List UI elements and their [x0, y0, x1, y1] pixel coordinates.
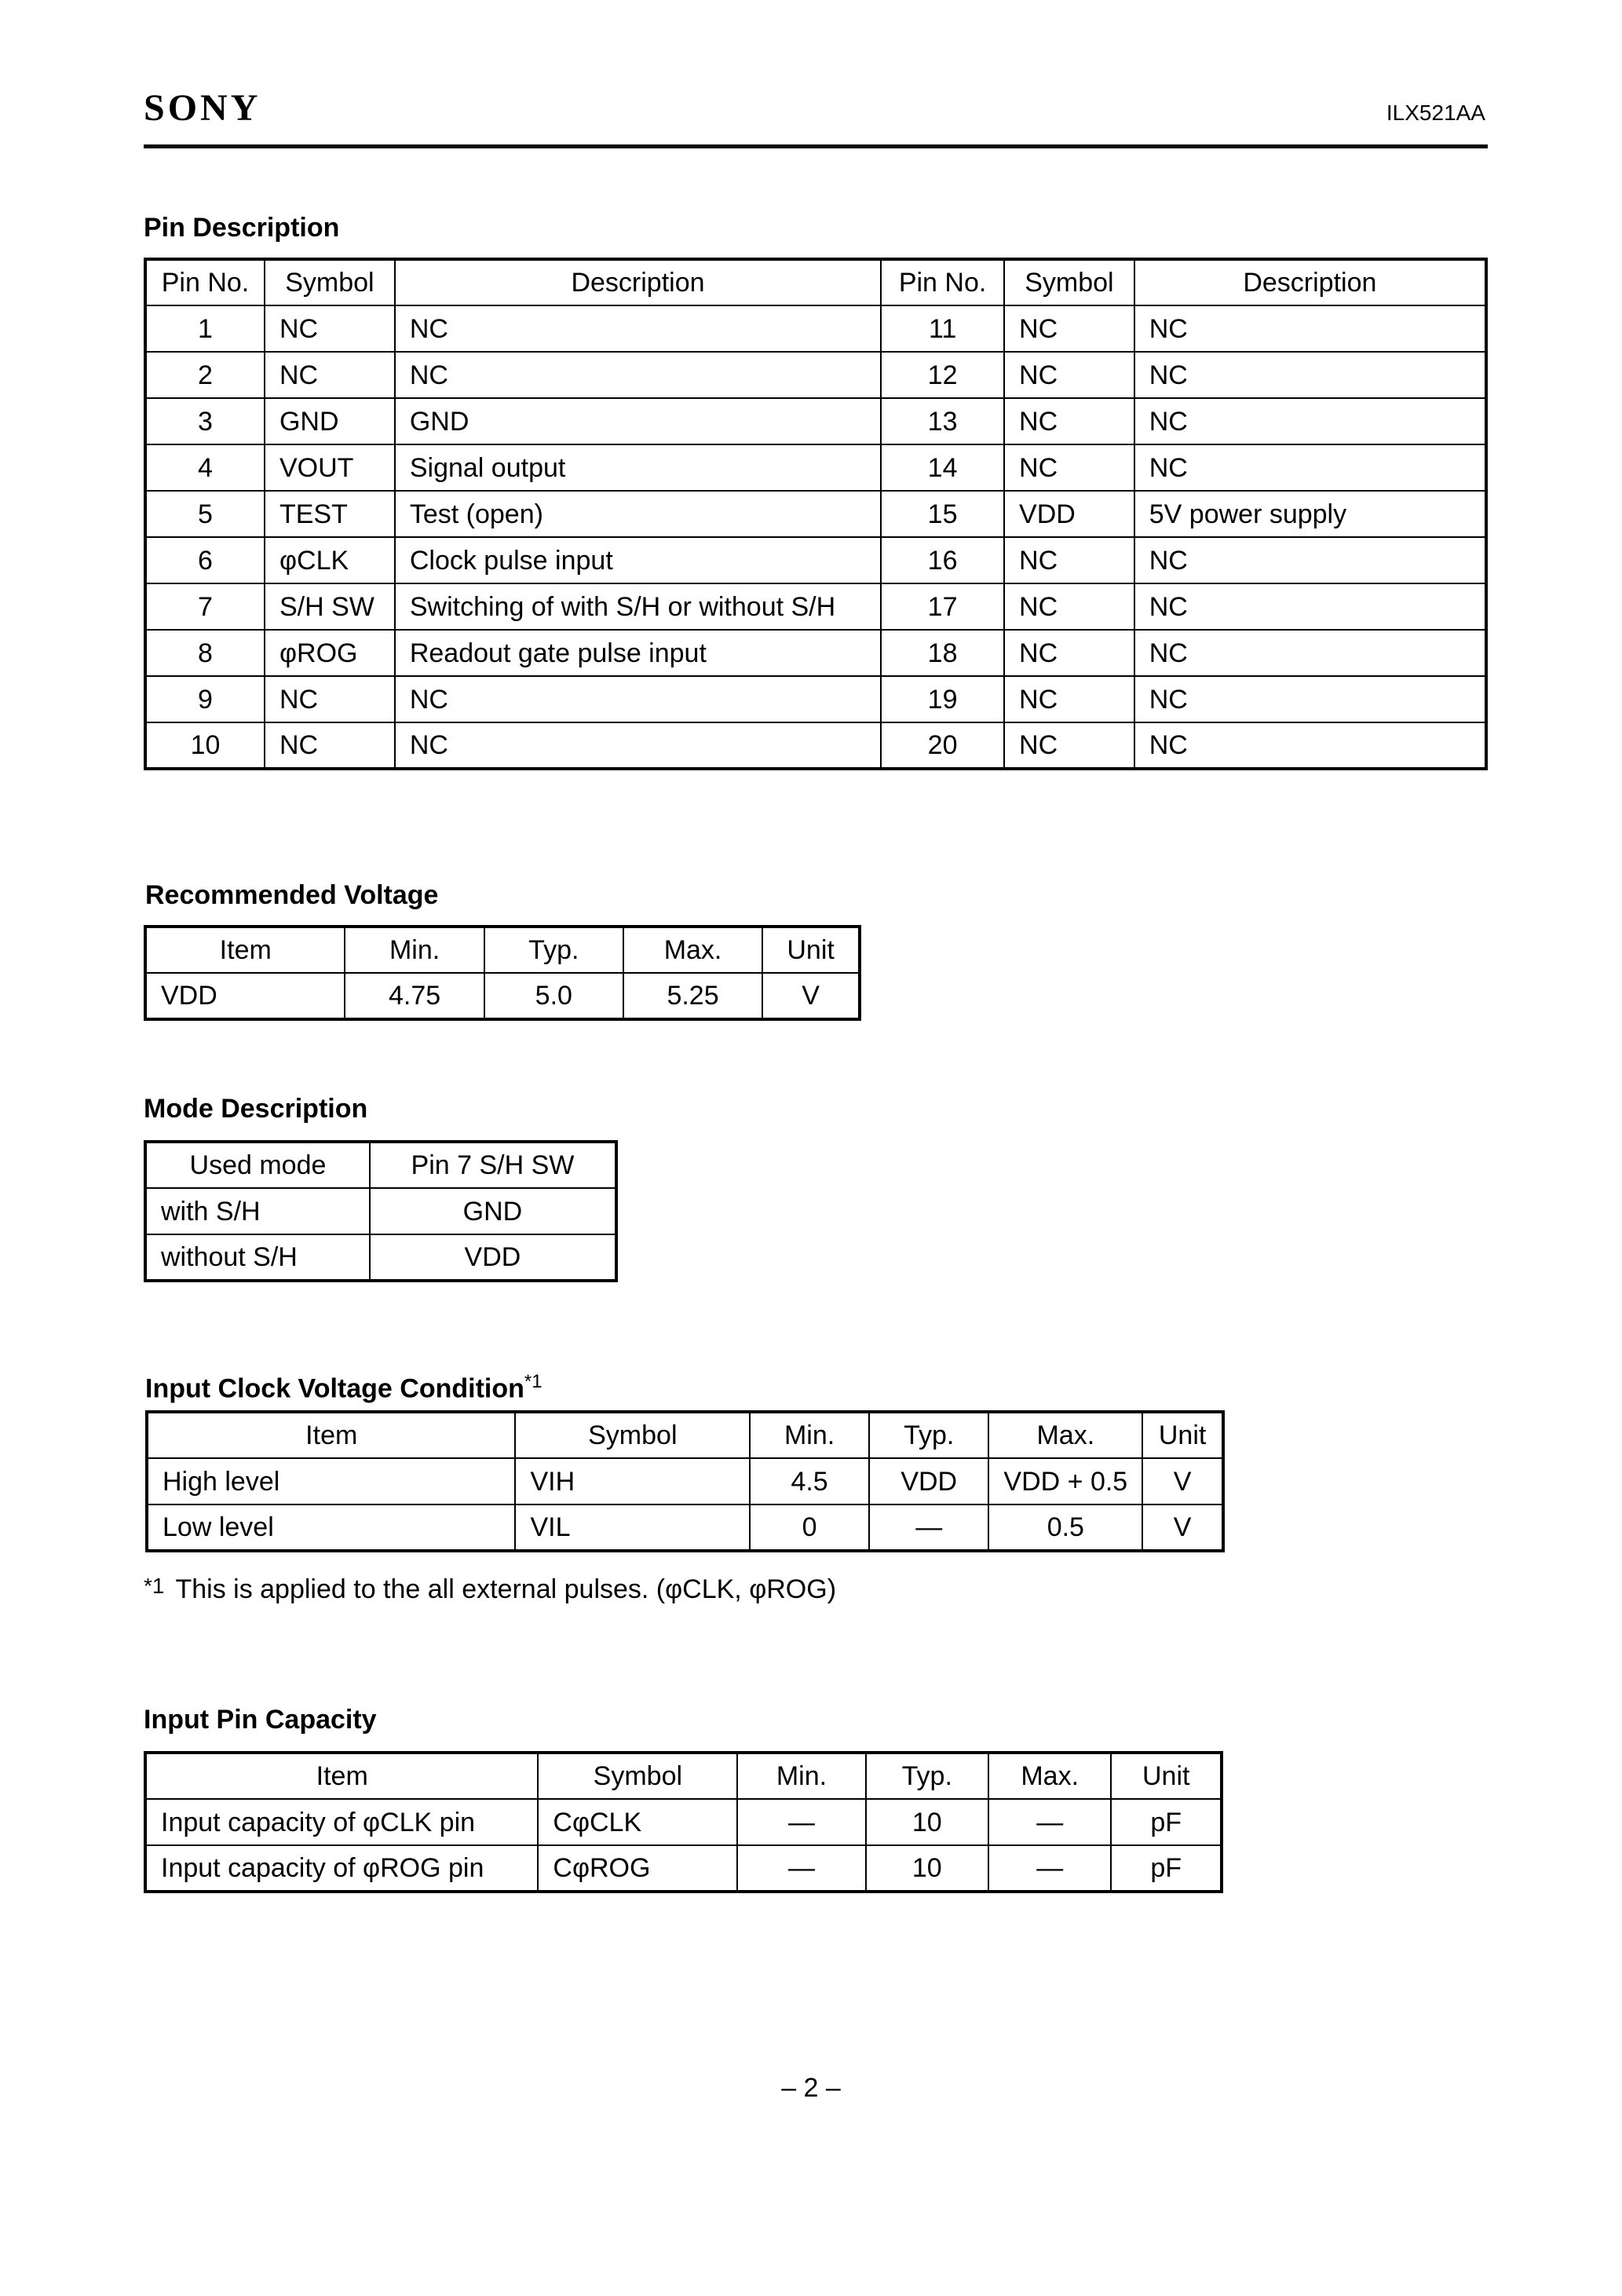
table-row: [145, 676, 1486, 722]
column-header: Max.: [988, 1412, 1142, 1458]
table-cell: NC: [1004, 305, 1134, 352]
table-cell: Readout gate pulse input: [395, 630, 881, 676]
footnote-text: This is applied to the all external pulses. (φCLK, φROG): [175, 1574, 837, 1604]
table-cell: TEST: [265, 491, 395, 537]
table-cell: 0.5: [988, 1504, 1142, 1551]
input-pin-capacity-title: Input Pin Capacity: [144, 1705, 377, 1735]
column-header: Min.: [750, 1412, 869, 1458]
table-cell: 8: [145, 630, 265, 676]
table-cell: 5.0: [484, 973, 623, 1019]
table-cell: 3: [145, 398, 265, 444]
table-cell: NC: [1134, 583, 1486, 630]
table-row: [147, 1458, 1223, 1504]
table-cell: VDD: [145, 973, 345, 1019]
column-header: Typ.: [484, 927, 623, 973]
table-cell: 14: [881, 444, 1004, 491]
column-header: Pin No.: [145, 259, 265, 305]
clock-rows: [147, 1458, 1223, 1551]
table-cell: VOUT: [265, 444, 395, 491]
mode-rows: [145, 1188, 616, 1281]
table-cell: NC: [265, 676, 395, 722]
table-cell: 1: [145, 305, 265, 352]
table-cell: pF: [1111, 1799, 1222, 1845]
table-cell: NC: [1004, 537, 1134, 583]
table-cell: GND: [395, 398, 881, 444]
column-header: Max.: [988, 1753, 1111, 1799]
column-header: Pin 7 S/H SW: [370, 1142, 616, 1188]
table-cell: pF: [1111, 1845, 1222, 1892]
column-header: Item: [145, 927, 345, 973]
table-cell: NC: [1004, 676, 1134, 722]
table-row: [147, 1504, 1223, 1551]
table-row: [145, 1799, 1222, 1845]
table-cell: φCLK: [265, 537, 395, 583]
table-row: [145, 537, 1486, 583]
table-cell: 18: [881, 630, 1004, 676]
mode-description-table: [144, 1140, 618, 1282]
table-cell: Switching of with S/H or without S/H: [395, 583, 881, 630]
table-cell: 7: [145, 583, 265, 630]
table-cell: NC: [1004, 444, 1134, 491]
table-header-row: [145, 1142, 616, 1188]
table-row: [145, 630, 1486, 676]
table-cell: 15: [881, 491, 1004, 537]
column-header: Symbol: [515, 1412, 750, 1458]
table-cell: NC: [395, 352, 881, 398]
table-header-row: [147, 1412, 1223, 1458]
table-cell: V: [762, 973, 860, 1019]
table-cell: VIL: [515, 1504, 750, 1551]
table-cell: —: [988, 1845, 1111, 1892]
column-header: Description: [1134, 259, 1486, 305]
table-row: [145, 1234, 616, 1281]
table-cell: NC: [265, 722, 395, 769]
table-cell: 5V power supply: [1134, 491, 1486, 537]
column-header: Unit: [762, 927, 860, 973]
column-header: Symbol: [265, 259, 395, 305]
table-cell: NC: [1134, 722, 1486, 769]
table-cell: GND: [265, 398, 395, 444]
input-clock-title: [145, 1366, 542, 1404]
table-cell: 2: [145, 352, 265, 398]
table-cell: NC: [1134, 444, 1486, 491]
table-cell: NC: [1004, 630, 1134, 676]
input-clock-table: [145, 1410, 1225, 1552]
recommended-voltage-table: [144, 925, 861, 1021]
column-header: Item: [145, 1753, 538, 1799]
table-cell: NC: [265, 305, 395, 352]
table-cell: NC: [1134, 305, 1486, 352]
column-header: Typ.: [866, 1753, 988, 1799]
table-row: [145, 1845, 1222, 1892]
table-header-row: [145, 259, 1486, 305]
table-cell: Input capacity of φROG pin: [145, 1845, 538, 1892]
mode-description-title: Mode Description: [144, 1094, 368, 1124]
brand-logo: SONY: [144, 87, 261, 129]
table-cell: with S/H: [145, 1188, 370, 1234]
table-cell: V: [1142, 1458, 1223, 1504]
table-cell: CφROG: [538, 1845, 737, 1892]
table-cell: 10: [145, 722, 265, 769]
column-header: Unit: [1142, 1412, 1223, 1458]
table-cell: without S/H: [145, 1234, 370, 1281]
column-header: Typ.: [869, 1412, 988, 1458]
pin-description-table: [144, 258, 1488, 770]
column-header: Symbol: [1004, 259, 1134, 305]
table-header-row: [145, 927, 860, 973]
table-row: [145, 722, 1486, 769]
table-cell: 5: [145, 491, 265, 537]
table-cell: CφCLK: [538, 1799, 737, 1845]
column-header: Unit: [1111, 1753, 1222, 1799]
table-row: [145, 305, 1486, 352]
table-cell: NC: [395, 722, 881, 769]
table-cell: —: [737, 1845, 865, 1892]
voltage-rows: [145, 973, 860, 1019]
table-cell: NC: [1134, 630, 1486, 676]
capacity-rows: [145, 1799, 1222, 1892]
table-cell: VDD: [1004, 491, 1134, 537]
input-clock-title-text: Input Clock Voltage Condition: [145, 1373, 524, 1404]
table-cell: VDD: [370, 1234, 616, 1281]
table-cell: 20: [881, 722, 1004, 769]
table-cell: 12: [881, 352, 1004, 398]
table-cell: V: [1142, 1504, 1223, 1551]
table-cell: 4: [145, 444, 265, 491]
pin-rows: [145, 305, 1486, 769]
table-cell: 4.75: [345, 973, 484, 1019]
table-cell: Signal output: [395, 444, 881, 491]
table-cell: Clock pulse input: [395, 537, 881, 583]
table-cell: NC: [1004, 352, 1134, 398]
table-cell: 4.5: [750, 1458, 869, 1504]
table-cell: NC: [1134, 398, 1486, 444]
column-header: Pin No.: [881, 259, 1004, 305]
column-header: Used mode: [145, 1142, 370, 1188]
table-cell: NC: [1134, 537, 1486, 583]
recommended-voltage-title: Recommended Voltage: [145, 880, 439, 910]
pin-description-title: Pin Description: [144, 213, 340, 243]
table-cell: 6: [145, 537, 265, 583]
column-header: Min.: [345, 927, 484, 973]
table-row: [145, 1188, 616, 1234]
table-cell: —: [737, 1799, 865, 1845]
table-cell: 9: [145, 676, 265, 722]
table-cell: 16: [881, 537, 1004, 583]
table-cell: NC: [1004, 398, 1134, 444]
table-cell: NC: [395, 676, 881, 722]
column-header: Description: [395, 259, 881, 305]
table-cell: Input capacity of φCLK pin: [145, 1799, 538, 1845]
table-row: [145, 444, 1486, 491]
table-cell: NC: [395, 305, 881, 352]
table-cell: —: [869, 1504, 988, 1551]
table-cell: NC: [1134, 676, 1486, 722]
table-row: [145, 583, 1486, 630]
table-row: [145, 491, 1486, 537]
table-cell: 11: [881, 305, 1004, 352]
table-cell: φROG: [265, 630, 395, 676]
table-header-row: [145, 1753, 1222, 1799]
table-cell: 19: [881, 676, 1004, 722]
table-cell: NC: [1004, 583, 1134, 630]
page-number: – 2 –: [781, 2073, 841, 2103]
table-cell: S/H SW: [265, 583, 395, 630]
table-cell: VIH: [515, 1458, 750, 1504]
table-cell: 17: [881, 583, 1004, 630]
table-cell: VDD: [869, 1458, 988, 1504]
table-cell: VDD + 0.5: [988, 1458, 1142, 1504]
table-cell: 13: [881, 398, 1004, 444]
table-cell: —: [988, 1799, 1111, 1845]
table-cell: High level: [147, 1458, 515, 1504]
footnote: [144, 1570, 836, 1605]
table-cell: NC: [1134, 352, 1486, 398]
column-header: Min.: [737, 1753, 865, 1799]
table-cell: Test (open): [395, 491, 881, 537]
column-header: Max.: [623, 927, 762, 973]
footnote-mark: *1: [524, 1371, 542, 1392]
table-cell: NC: [1004, 722, 1134, 769]
header-rule: [144, 144, 1488, 148]
column-header: Symbol: [538, 1753, 737, 1799]
table-cell: GND: [370, 1188, 616, 1234]
table-cell: 0: [750, 1504, 869, 1551]
table-row: [145, 398, 1486, 444]
input-pin-capacity-table: [144, 1751, 1223, 1893]
column-header: Item: [147, 1412, 515, 1458]
table-row: [145, 973, 860, 1019]
table-cell: NC: [265, 352, 395, 398]
table-cell: Low level: [147, 1504, 515, 1551]
table-cell: 5.25: [623, 973, 762, 1019]
footnote-mark: *1: [144, 1574, 165, 1598]
table-cell: 10: [866, 1845, 988, 1892]
table-row: [145, 352, 1486, 398]
model-number: ILX521AA: [1386, 101, 1485, 125]
table-cell: 10: [866, 1799, 988, 1845]
